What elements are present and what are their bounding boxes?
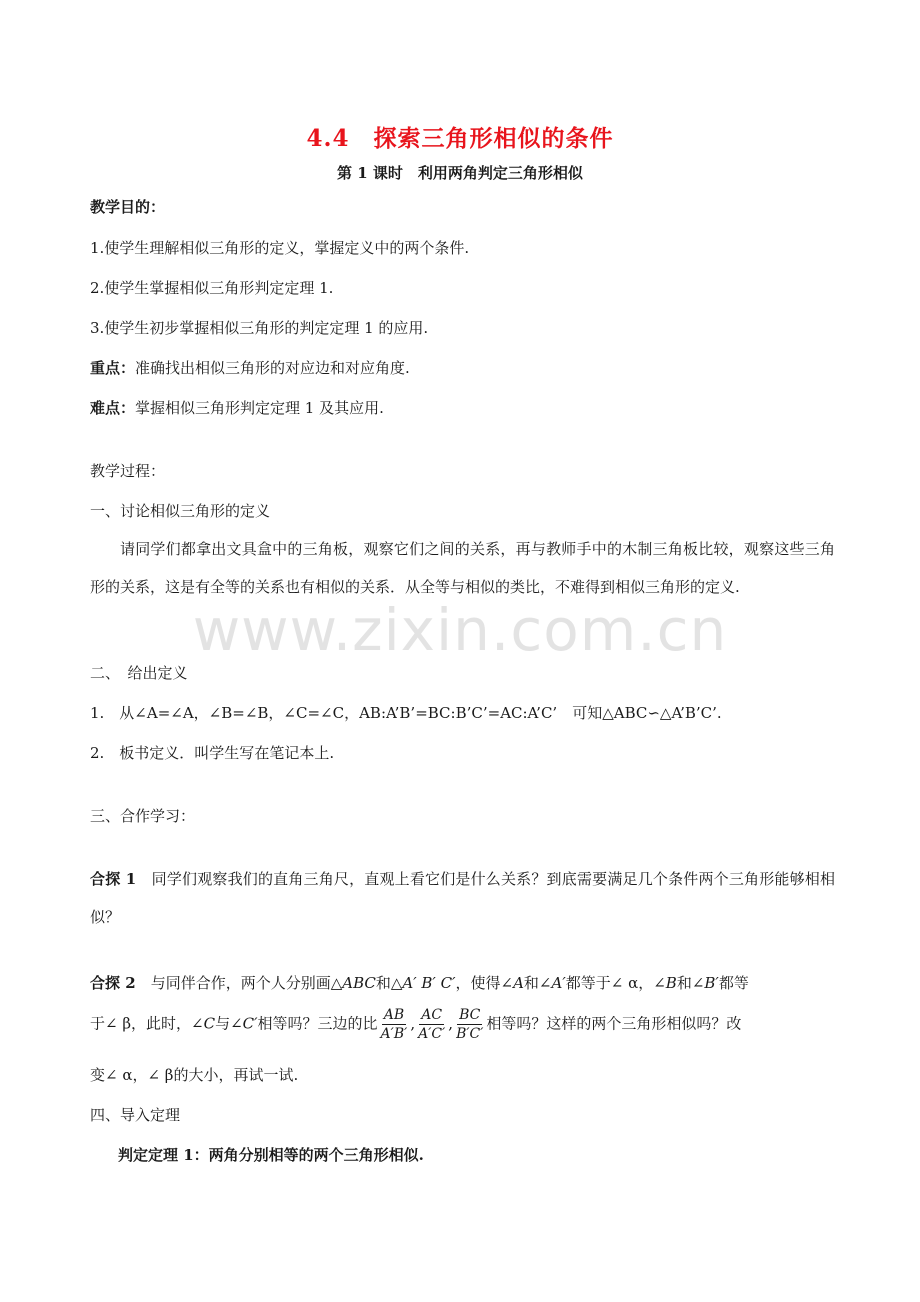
key-point-text: 准确找出相似三角形的对应边和对应角度. (135, 359, 410, 377)
key-point (90, 357, 410, 378)
angle-c: C (203, 1014, 216, 1033)
theorem-1: 判定定理 1：两角分别相等的两个三角形相似. (118, 1146, 424, 1164)
explore2-text: 相等吗？三边的比 (257, 1014, 378, 1033)
explore2-text: 和∠ (676, 974, 705, 992)
objective-item-3: 3.使学生初步掌握相似三角形的判定定理 1 的应用. (90, 319, 429, 337)
explore2-text: 与同伴合作，两个人分别画△ (150, 974, 343, 992)
fraction-bc (454, 1006, 485, 1043)
section1-heading: 一、讨论相似三角形的定义 (90, 502, 271, 520)
difficulty (90, 397, 384, 418)
explore2-text: 都等 (718, 974, 749, 992)
difficulty-label: 难点： (90, 399, 136, 417)
fraction-ab (379, 1006, 410, 1043)
triangle-abc: ABC (342, 974, 376, 992)
watermark: www.zixin.com.cn (192, 596, 728, 664)
definition-item-1: 1. 从∠A=∠A，∠B=∠B，∠C=∠C，AB:A’B’=BC:B’C’=AC:A’C’ 可知△ABC∽△A’B’C’. (90, 704, 722, 722)
fraction-numerator: BC (459, 1007, 481, 1023)
explore2-text: 相等吗？这样的两个三角形相似吗？改 (486, 1014, 742, 1033)
explore2-label: 合探 2 (90, 974, 136, 992)
explore2-text: 和△ (375, 974, 403, 992)
explore2-line1 (90, 972, 749, 993)
section3-heading: 三、合作学习： (90, 807, 196, 825)
fraction-numerator: AC (421, 1007, 443, 1023)
difficulty-text: 掌握相似三角形判定定理 1 及其应用. (135, 399, 384, 417)
angle-a: A (513, 974, 524, 992)
triangle-abc-prime: A′ B′ C′ (402, 974, 456, 992)
explore1-text: 同学们观察我们的直角三角尺，直观上看它们是什么关系？到底需要满足几个条件两个三角形能够相相似？ (90, 870, 835, 926)
objective-item-2: 2.使学生掌握相似三角形判定定理 1. (90, 279, 334, 297)
explore2-text: 与∠ (215, 1014, 243, 1033)
section1-paragraph: 请同学们都拿出文具盒中的三角板，观察它们之间的关系，再与教师手中的木制三角板比较，观察这些三角形的关系，这是有全等的关系也有相似的关系．从全等与相似的类比，不难得到相似三角形的定义. (90, 540, 835, 596)
explore1-label: 合探 1 (90, 870, 137, 888)
explore2-text: 都等于∠ α，∠ (565, 974, 666, 992)
key-point-label: 重点： (90, 359, 136, 377)
objective-item-1: 1.使学生理解相似三角形的定义，掌握定义中的两个条件. (90, 239, 470, 257)
explore2-text: ，使得∠ (455, 974, 514, 992)
lesson-subtitle: 第 1 课时 利用两角判定三角形相似 (337, 164, 583, 182)
lesson-title: 4.4 探索三角形相似的条件 (306, 125, 614, 152)
process-heading: 教学过程： (90, 462, 166, 480)
angle-b-prime: B′ (704, 974, 719, 992)
fraction-numerator: AB (383, 1007, 405, 1023)
fraction-denominator: B′C′ (456, 1026, 484, 1042)
section2-heading: 二、 给出定义 (90, 664, 188, 682)
angle-b: B (665, 974, 677, 992)
fraction-denominator: A′C′ (418, 1026, 446, 1042)
explore1 (90, 860, 835, 936)
fraction-denominator: A′B′ (380, 1026, 408, 1042)
section4-heading: 四、导入定理 (90, 1106, 181, 1124)
explore2-line3: 变∠ α，∠ β的大小，再试一试. (90, 1066, 299, 1084)
angle-a-prime: A′ (551, 974, 566, 992)
explore2-text: 于∠ β，此时，∠ (90, 1014, 204, 1033)
fraction-ac (416, 1006, 447, 1043)
explore2-line2: 于∠ β，此时，∠C与∠C′相等吗？三边的比 $\frac{AB}{A'B'}$ , $\frac{AC}{A'C'}$ , $\frac{BC}{B'C'}$ 相等吗？这样的两个三角形相似吗？改 (90, 1007, 742, 1042)
explore2-text: 和∠ (523, 974, 552, 992)
definition-item-2: 2. 板书定义．叫学生写在笔记本上. (90, 744, 335, 762)
objectives-heading: 教学目的： (90, 198, 166, 216)
angle-c-prime: C′ (242, 1014, 258, 1033)
